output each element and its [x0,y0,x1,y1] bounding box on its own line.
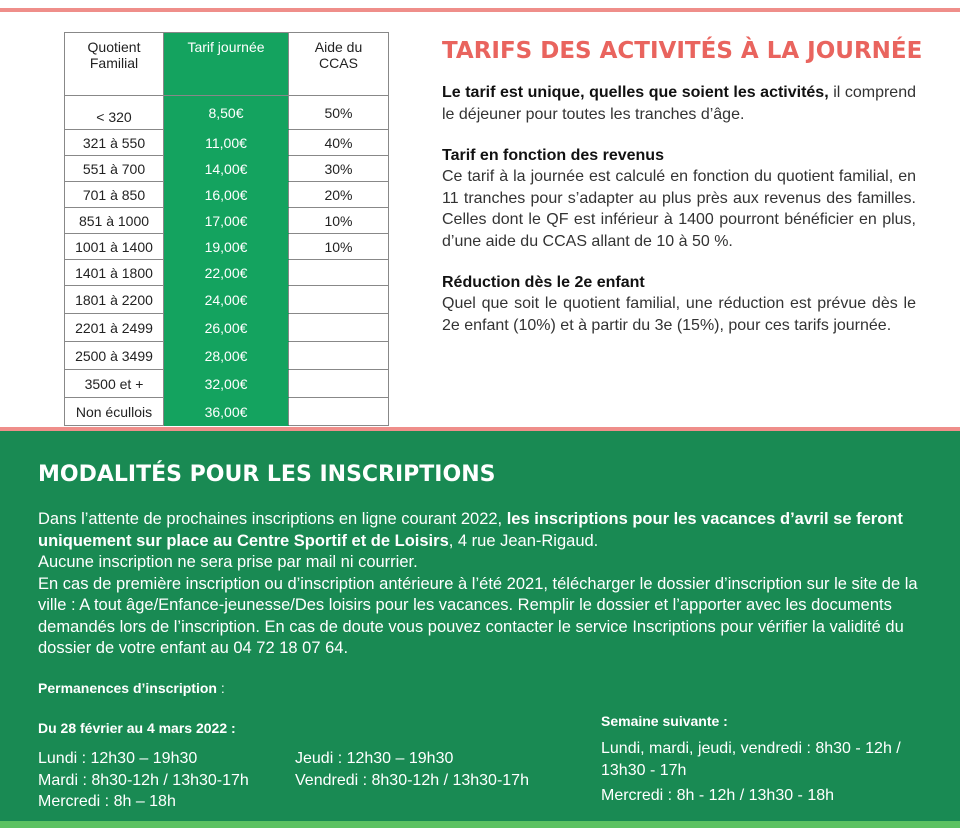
header-tarif: Tarif journée [164,33,289,96]
inscriptions-line-3: En cas de première inscription ou d’inscription antérieure à l’été 2021, télécharger le dossier d’inscription sur le site de la ville : A tout âge/Enfance-jeunesse/Des loisirs pour les vacances. Remplir le dossier et l’apporter avec les documents demandés lors de l’inscription. En cas de doute vous pouvez contacter le service Inscriptions pour vérifier la validité du dossier de votre enfant au 04 72 18 07 64. [38,574,918,657]
schedule-line: Mercredi : 8h – 18h [38,793,176,810]
schedule-line: Lundi : 12h30 – 19h30 [38,750,198,767]
table-row [65,182,389,208]
cell-tarif: 28,00€ [164,342,289,370]
table-row [65,234,389,260]
inscriptions-line-1c: , 4 rue Jean-Rigaud. [448,531,599,550]
week2-title: Semaine suivante : [601,713,728,729]
cell-qf: 321 à 550 [65,130,164,156]
cell-aide [289,398,389,426]
tarifs-title: TARIFS DES ACTIVITÉS À LA JOURNÉE [442,38,923,64]
cell-qf: 3500 et + [65,370,164,398]
table-row [65,130,389,156]
cell-tarif: 19,00€ [164,234,289,260]
table-header-row [65,33,389,96]
rates-table [64,32,389,426]
cell-tarif: 16,00€ [164,182,289,208]
permanences-label [38,680,225,696]
tarifs-intro [442,82,916,125]
cell-tarif: 14,00€ [164,156,289,182]
cell-tarif: 8,50€ [164,96,289,130]
cell-aide: 30% [289,156,389,182]
schedule-line: Jeudi : 12h30 – 19h30 [295,750,454,767]
cell-aide: 20% [289,182,389,208]
cell-aide [289,286,389,314]
cell-qf: 2500 à 3499 [65,342,164,370]
tarifs-section [442,38,923,336]
cell-aide [289,342,389,370]
schedule-line: Mercredi : 8h - 12h / 13h30 - 18h [601,787,835,804]
cell-aide [289,314,389,342]
table-row [65,314,389,342]
header-quotient: Quotient Familial [65,33,164,96]
cell-qf: 2201 à 2499 [65,314,164,342]
inscriptions-line-2: Aucune inscription ne sera prise par mail ni courrier. [38,553,418,571]
cell-tarif: 11,00€ [164,130,289,156]
schedule-line: Vendredi : 8h30-12h / 13h30-17h [295,771,529,789]
cell-qf: 701 à 850 [65,182,164,208]
inscriptions-panel [0,431,960,821]
schedule-line: Lundi, mardi, jeudi, vendredi : 8h30 - 12h / 13h30 - 17h [601,740,901,779]
week1-col2 [295,748,529,791]
cell-tarif: 17,00€ [164,208,289,234]
cell-tarif: 26,00€ [164,314,289,342]
cell-qf: 1001 à 1400 [65,234,164,260]
table-row [65,398,389,426]
table-row [65,96,389,130]
cell-qf: Non écullois [65,398,164,426]
cell-aide: 40% [289,130,389,156]
top-divider [0,8,960,12]
tarifs-intro-bold: Le tarif est unique, quelles que soient les activités, [442,84,829,101]
permanences-colon: : [216,680,225,696]
cell-qf: 1801 à 2200 [65,286,164,314]
cell-qf: 1401 à 1800 [65,260,164,286]
inscriptions-text [38,509,918,660]
cell-qf: 851 à 1000 [65,208,164,234]
cell-tarif: 32,00€ [164,370,289,398]
tarifs-intro-rest: il comprend le déjeuner pour toutes les tranches d’âge. [442,84,916,123]
inscriptions-line-1a: Dans l’attente de prochaines inscriptions en ligne courant 2022, [38,510,507,528]
week1-title: Du 28 février au 4 mars 2022 : [38,720,236,736]
table-row [65,156,389,182]
revenus-text: Ce tarif à la journée est calculé en fonction du quotient familial, en 11 tranches pour s’adapter au plus près aux revenus des familles. Celles dont le QF est inférieur à 1400 pourront bénéficier en plus, d’une aide du CCAS allant de 10 à 50 %. [442,168,916,250]
table-row [65,208,389,234]
cell-tarif: 36,00€ [164,398,289,426]
cell-aide [289,370,389,398]
cell-tarif: 22,00€ [164,260,289,286]
reduction-title: Réduction dès le 2e enfant [442,274,645,291]
cell-aide: 50% [289,96,389,130]
inscriptions-title: MODALITÉS POUR LES INSCRIPTIONS [38,462,496,487]
week1-col1 [38,748,249,813]
inscriptions-line-1 [38,509,918,552]
week2-schedule [601,738,941,807]
table-row [65,260,389,286]
table-row [65,342,389,370]
inscriptions-line-1-bold: les inscriptions pour les vacances d’avril se feront uniquement sur place au Centre Sportif et de Loisirs [38,510,903,550]
cell-aide [289,260,389,286]
cell-qf: 551 à 700 [65,156,164,182]
cell-qf: < 320 [65,96,164,130]
permanences-label-text: Permanences d’inscription [38,680,217,696]
cell-tarif: 24,00€ [164,286,289,314]
bottom-strip [0,821,960,828]
cell-aide: 10% [289,234,389,260]
header-aide: Aide du CCAS [289,33,389,96]
schedule-line: Mardi : 8h30-12h / 13h30-17h [38,771,249,789]
revenus-title: Tarif en fonction des revenus [442,147,664,164]
cell-aide: 10% [289,208,389,234]
table-row [65,370,389,398]
table-row [65,286,389,314]
reduction-text: Quel que soit le quotient familial, une réduction est prévue dès le 2e enfant (10%) et à partir du 3e (15%), pour ces tarifs journée. [442,295,916,334]
